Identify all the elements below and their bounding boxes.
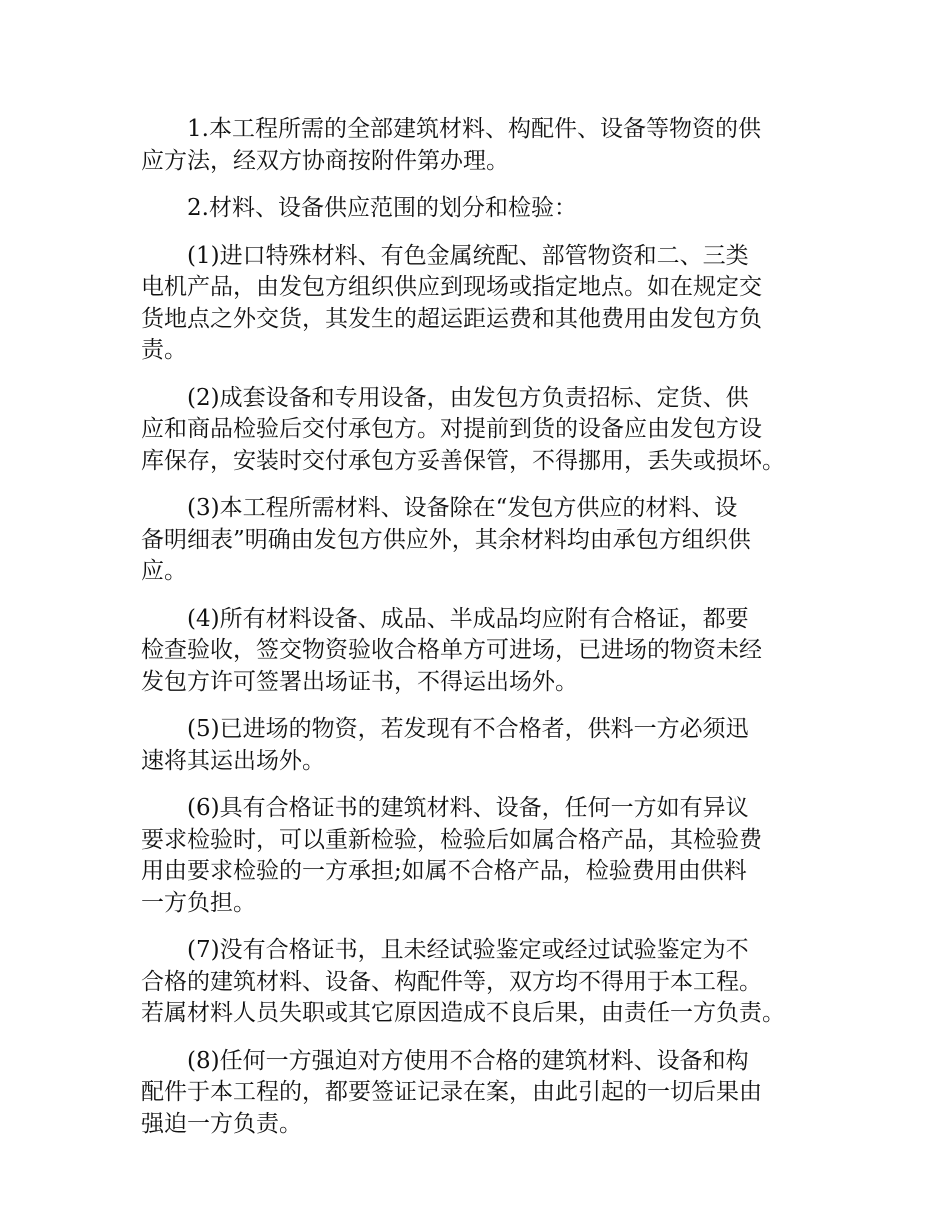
paragraph-3 xyxy=(141,241,821,367)
paragraph-line: 检查验收，签交物资验收合格单方可进场，已进场的物资未经 xyxy=(141,637,762,663)
paragraph-line: 2.材料、设备供应范围的划分和检验： xyxy=(187,195,577,221)
paragraph-4 xyxy=(141,383,821,478)
paragraph-line: 1.本工程所需的全部建筑材料、构配件、设备等物资的供 xyxy=(187,116,761,142)
paragraph-7 xyxy=(141,714,821,777)
paragraph-line: 速将其运出场外。 xyxy=(141,747,325,774)
paragraph-line: 用由要求检验的一方承担;如属不合格产品，检验费用由供料 xyxy=(141,858,747,884)
paragraph-line: (3)本工程所需材料、设备除在“发包方供应的材料、设 xyxy=(187,495,738,521)
document-body xyxy=(141,114,821,1156)
paragraph-line: 货地点之外交货，其发生的超运距运费和其他费用由发包方负 xyxy=(141,305,762,332)
paragraph-line: 库保存，安装时交付承包方妥善保管，不得挪用，丢失或损坏。 xyxy=(141,447,785,474)
paragraph-line: 配件于本工程的，都要签证记录在案，由此引起的一切后果由 xyxy=(141,1079,762,1105)
paragraph-line: 要求检验时，可以重新检验，检验后如属合格产品，其检验费 xyxy=(141,826,762,853)
paragraph-line: 责。 xyxy=(141,337,187,363)
paragraph-line: (1)进口特殊材料、有色金属统配、部管物资和二、三类 xyxy=(187,242,749,269)
paragraph-line: (4)所有材料设备、成品、半成品均应附有合格证，都要 xyxy=(187,605,749,632)
paragraph-line: (8)任何一方强迫对方使用不合格的建筑材料、设备和构 xyxy=(187,1047,749,1074)
paragraph-line: 备明细表”明确由发包方供应外，其余材料均由承包方组织供 xyxy=(141,526,751,553)
paragraph-8 xyxy=(141,793,821,919)
paragraph-6 xyxy=(141,604,821,699)
paragraph-line: 应和商品检验后交付承包方。对提前到货的设备应由发包方设 xyxy=(141,416,762,442)
paragraph-line: (7)没有合格证书，且未经试验鉴定或经过试验鉴定为不 xyxy=(187,937,749,963)
paragraph-line: 发包方许可签署出场证书，不得运出场外。 xyxy=(141,668,578,695)
paragraph-1 xyxy=(141,114,821,177)
paragraph-line: 强迫一方负责。 xyxy=(141,1110,302,1137)
paragraph-9 xyxy=(141,935,821,1030)
paragraph-line: (6)具有合格证书的建筑材料、设备，任何一方如有异议 xyxy=(187,795,749,821)
paragraph-line: 应方法，经双方协商按附件第办理。 xyxy=(141,147,509,174)
paragraph-line: (2)成套设备和专用设备，由发包方负责招标、定货、供 xyxy=(187,384,749,411)
paragraph-5 xyxy=(141,493,821,588)
paragraph-line: (5)已进场的物资，若发现有不合格者，供料一方必须迅 xyxy=(187,716,749,742)
paragraph-line: 一方负担。 xyxy=(141,889,256,916)
paragraph-line: 电机产品，由发包方组织供应到现场或指定地点。如在规定交 xyxy=(141,274,762,300)
paragraph-line: 若属材料人员失职或其它原因造成不良后果，由责任一方负责。 xyxy=(141,1000,785,1026)
paragraph-10 xyxy=(141,1046,821,1141)
paragraph-line: 应。 xyxy=(141,558,187,584)
paragraph-line: 合格的建筑材料、设备、构配件等，双方均不得用于本工程。 xyxy=(141,968,762,995)
paragraph-2 xyxy=(141,193,821,225)
